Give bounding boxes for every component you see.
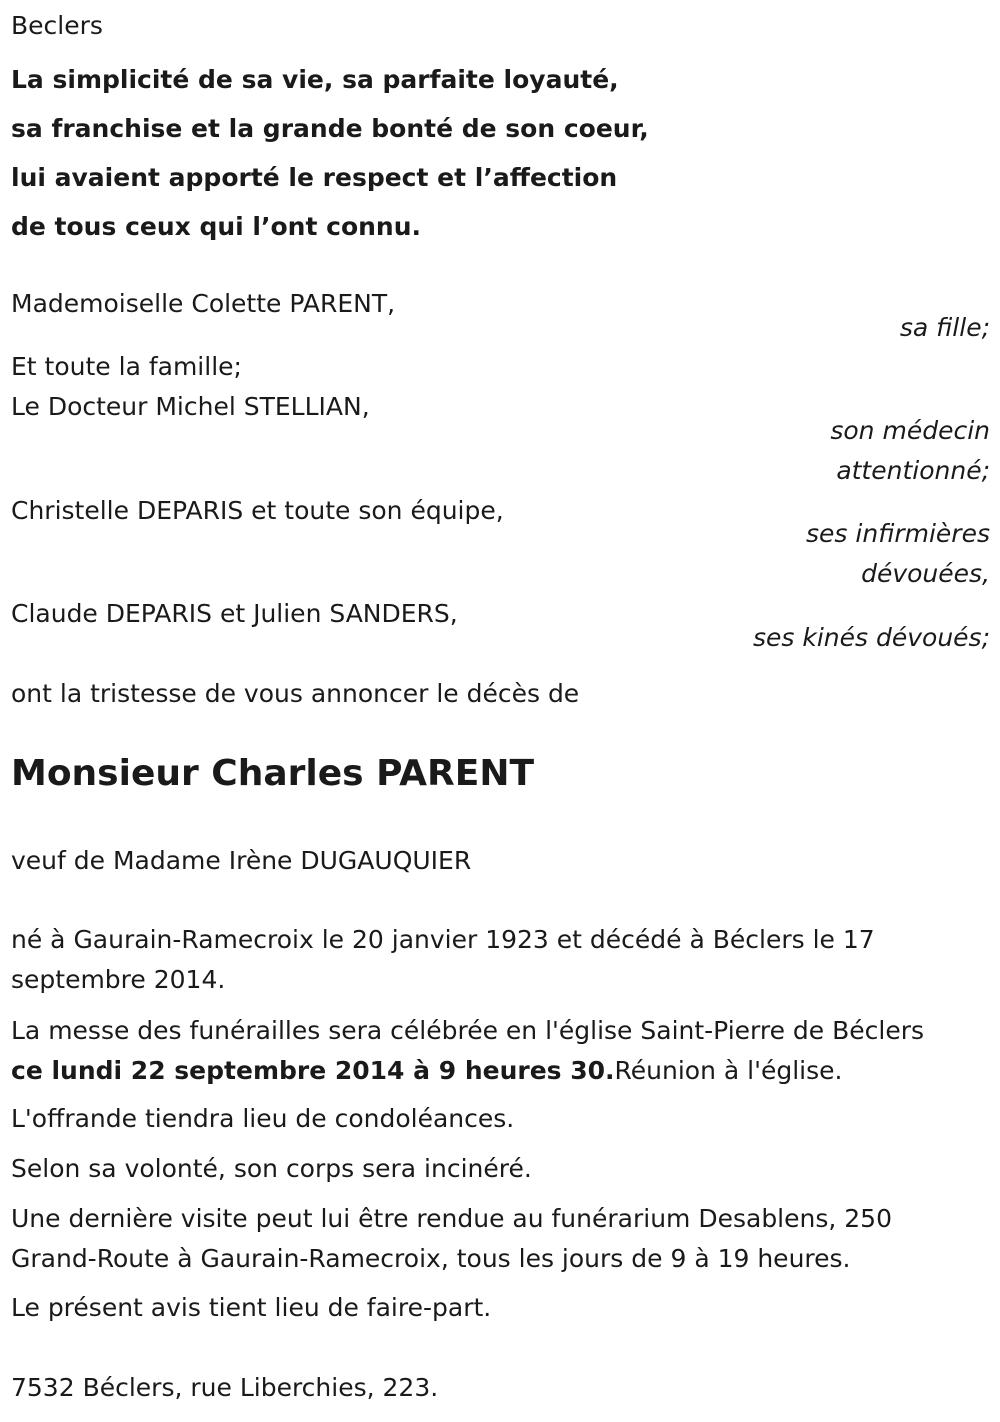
family-address: 7532 Béclers, rue Liberchies, 223. [11,1373,439,1402]
notice-statement: Le présent avis tient lieu de faire-part. [11,1293,492,1322]
text-line: Grand-Route à Gaurain-Ramecroix, tous les jours de 9 à 19 heures. [11,1244,851,1273]
announcement-line: ont la tristesse de vous annoncer le décès de [11,679,580,708]
widower-line: veuf de Madame Irène DUGAUQUIER [11,846,472,875]
mass-meeting-note: Réunion à l'église. [614,1056,843,1085]
cremation-note: Selon sa volonté, son corps sera incinéré. [11,1154,532,1183]
text-line [11,1051,990,1091]
text-line: septembre 2014. [11,965,226,994]
condolences-note: L'offrande tiendra lieu de condoléances. [11,1104,515,1133]
mass-date-time: ce lundi 22 septembre 2014 à 9 heures 30. [11,1056,615,1085]
text-line: Une dernière visite peut lui être rendue au funérarium Desablens, 250 [11,1204,892,1233]
mourner-name: Mademoiselle Colette PARENT, [11,289,396,318]
tribute-line: lui avaient apporté le respect et l’affection [11,163,618,192]
funeral-mass-info [11,1011,990,1091]
tribute-line: de tous ceux qui l’ont connu. [11,212,422,241]
text-line: La messe des funérailles sera célébrée en l'église Saint-Pierre de Béclers [11,1016,925,1045]
mourner-role: sa fille; [899,313,990,342]
mourner-role: dévouées, [861,559,990,588]
deceased-name: Monsieur Charles PARENT [11,753,535,794]
mourner-name: Claude DEPARIS et Julien SANDERS, [11,599,458,628]
locality-heading: Beclers [11,11,103,40]
mourner-name: Christelle DEPARIS et toute son équipe, [11,496,504,525]
mourner-role: ses infirmières [806,519,990,548]
mourner-role: attentionné; [836,456,990,485]
birth-death-info [11,920,990,1000]
mourner-role: ses kinés dévoués; [752,623,990,652]
visit-info [11,1199,990,1279]
mourner-name: Et toute la famille; [11,352,242,381]
mourner-name: Le Docteur Michel STELLIAN, [11,392,370,421]
tribute-verse [11,55,990,251]
text-line: né à Gaurain-Ramecroix le 20 janvier 1923 et décédé à Béclers le 17 [11,925,875,954]
tribute-line: La simplicité de sa vie, sa parfaite loyauté, [11,65,619,94]
tribute-line: sa franchise et la grande bonté de son coeur, [11,114,649,143]
mourner-role: son médecin [830,416,990,445]
